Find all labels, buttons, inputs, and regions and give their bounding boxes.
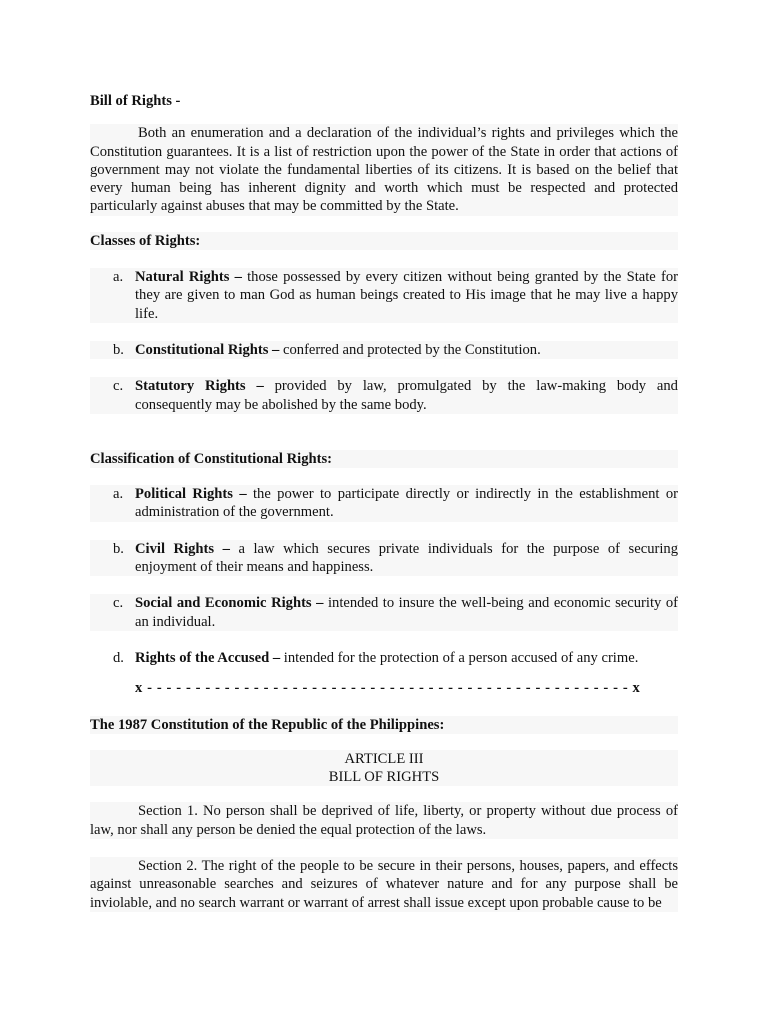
item-text: those possessed by every citizen without being granted by the State for they are given to man God as human beings created to His image that he may live a happy life. [135,269,678,322]
bill-of-rights-definition: Both an enumeration and a declaration of the individual’s rights and privileges which the Constitution guarantees. It is a list of restriction upon the power of the State in order that actions of government may not violate the fundamental liberties of its citizens. It is based on the belief that every human being has inherent dignity and worth which must be respected and protected particularly against abuses that may be committed by the State. [90,125,678,215]
classification-heading: Classification of Constitutional Rights: [90,450,678,468]
article-title-block [90,750,678,787]
item-title: Political Rights – [135,486,247,503]
list-marker: c. [113,595,124,612]
list-item-rights-of-accused [90,649,678,667]
list-item-political-rights [90,485,678,522]
section-1: Section 1. No person shall be deprived of life, liberty, or property without due process of law, nor shall any person be denied the equal protection of the laws. [90,803,678,838]
item-title: Rights of the Accused – [135,649,281,666]
item-title: Statutory Rights – [135,378,264,395]
list-marker: a. [113,269,124,286]
section-separator: x - - - - - - - - - - - - - - - - - - - - - - - - - - - - - - - - - - - - - - - - - - - - - - - - - - x [135,680,641,697]
item-text: a law which secures private individuals for the purpose of securing enjoyment of their means and happiness. [135,540,678,576]
classes-of-rights-list [90,268,678,414]
article-number: ARTICLE III [344,750,424,767]
item-title: Natural Rights – [135,269,242,286]
item-text: intended to insure the well-being and economic security of an individual. [135,595,678,630]
list-item-constitutional-rights [90,341,678,359]
item-text: intended for the protection of a person accused of any crime. [280,649,639,666]
classification-list [90,485,678,667]
item-title: Constitutional Rights – [135,341,280,358]
item-text: the power to participate directly or indirectly in the establishment or administration of the government. [135,486,678,521]
list-marker: b. [113,540,124,557]
section-2: Section 2. The right of the people to be secure in their persons, houses, papers, and effects against unreasonable searches and seizures of whatever nature and for any purpose shall be inviolable, and no search warrant or warrant of arrest shall issue except upon probable cause to be [90,858,678,911]
classes-of-rights-heading: Classes of Rights: [90,232,678,250]
constitution-heading: The 1987 Constitution of the Republic of the Philippines: [90,716,678,734]
item-text: conferred and protected by the Constitution. [279,341,541,358]
list-item-statutory-rights [90,377,678,414]
list-item-natural-rights [90,268,678,323]
list-marker: b. [113,341,124,358]
item-text: provided by law, promulgated by the law-making body and consequently may be abolished by the same body. [135,378,678,413]
document-page [90,92,678,912]
article-title: BILL OF RIGHTS [328,769,440,786]
bill-of-rights-heading: Bill of Rights - [90,93,181,109]
list-marker: d. [113,649,124,666]
list-marker: a. [113,486,124,503]
list-item-civil-rights [90,540,678,577]
item-title: Social and Economic Rights – [135,595,324,612]
item-title: Civil Rights – [135,540,230,557]
list-item-social-economic-rights [90,594,678,631]
list-marker: c. [113,378,124,395]
